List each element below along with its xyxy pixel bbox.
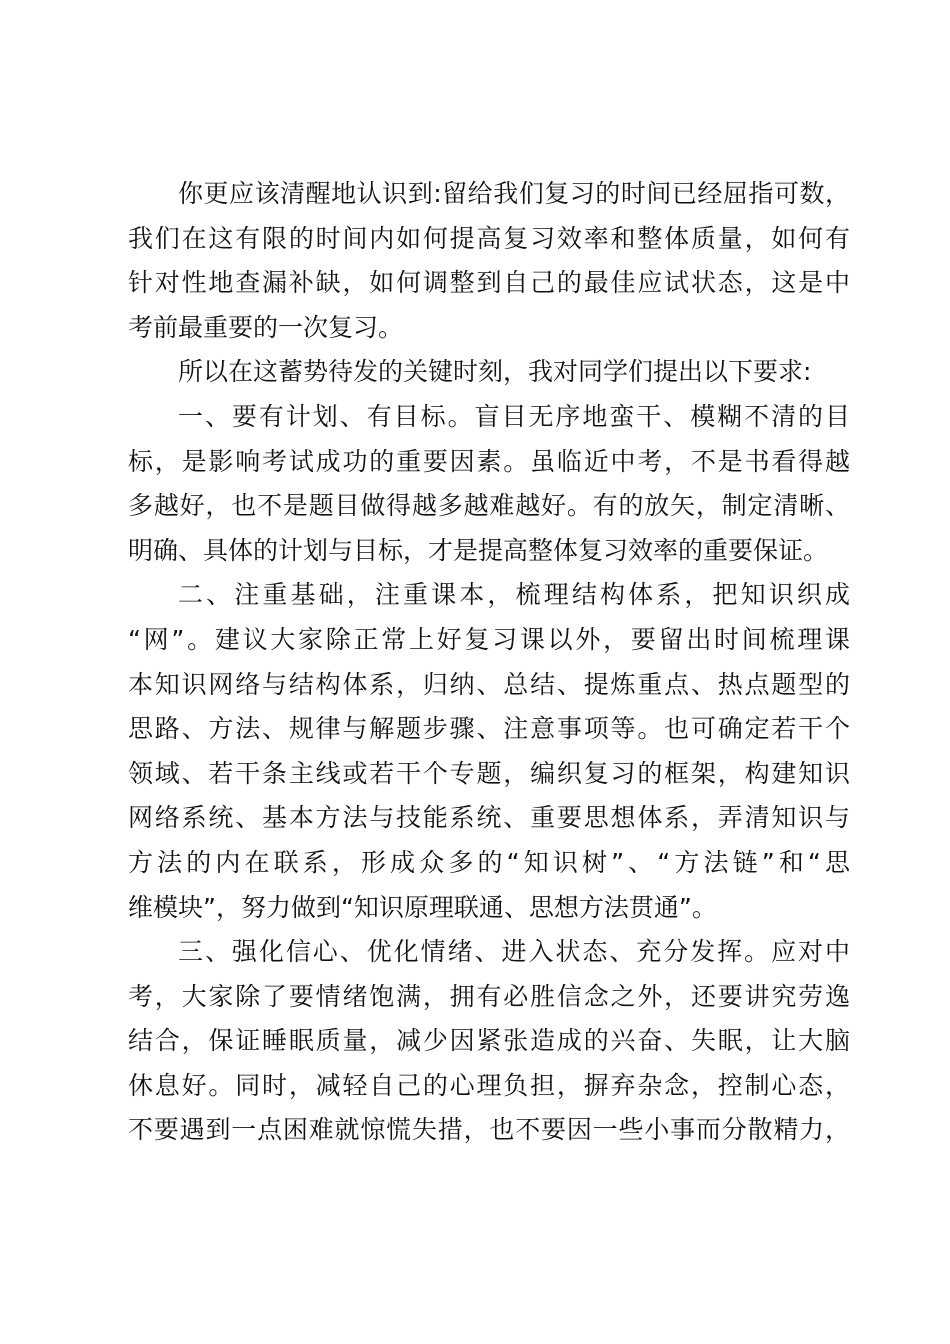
paragraph-line: 所以在这蓄势待发的关键时刻，我对同学们提出以下要求: (178, 357, 812, 387)
paragraph-line: 本知识网络与结构体系，归纳、总结、提炼重点、热点题型的 (128, 669, 850, 699)
paragraph-line: “网”。建议大家除正常上好复习课以外，要留出时间梳理课 (128, 624, 850, 654)
paragraph-line: 一、要有计划、有目标。盲目无序地蛮干、模糊不清的目 (178, 401, 850, 431)
paragraph-line: 考，大家除了要情绪饱满，拥有必胜信念之外，还要讲究劳逸 (128, 981, 850, 1011)
paragraph-line: 考前最重要的一次复习。 (128, 312, 404, 342)
paragraph-line: 多越好，也不是题目做得越多越难越好。有的放矢，制定清晰、 (128, 491, 850, 521)
paragraph-line: 网络系统、基本方法与技能系统、重要思想体系，弄清知识与 (128, 803, 850, 833)
paragraph-line: 你更应该清醒地认识到:留给我们复习的时间已经屈指可数， (178, 179, 850, 208)
paragraph-line: 我们在这有限的时间内如何提高复习效率和整体质量，如何有 (128, 223, 850, 253)
body-text (128, 172, 850, 1153)
paragraph-line: 不要遇到一点困难就惊慌失措，也不要因一些小事而分散精力， (128, 1115, 850, 1145)
paragraph-line: 维模块”，努力做到“知识原理联通、思想方法贯通”。 (128, 892, 717, 922)
paragraph-line: 领域、若干条主线或若干个专题，编织复习的框架，构建知识 (128, 758, 850, 788)
paragraph-line: 结合，保证睡眠质量，减少因紧张造成的兴奋、失眠，让大脑 (128, 1026, 850, 1056)
paragraph-line: 方法的内在联系，形成众多的“知识树”、“方法链”和“思 (128, 847, 850, 877)
paragraph-line: 针对性地查漏补缺，如何调整到自己的最佳应试状态，这是中 (128, 268, 850, 298)
paragraph-line: 思路、方法、规律与解题步骤、注意事项等。也可确定若干个 (128, 714, 850, 744)
paragraph-line: 标，是影响考试成功的重要因素。虽临近中考，不是书看得越 (128, 446, 850, 476)
paragraph-line: 三、强化信心、优化情绪、进入状态、充分发挥。应对中 (178, 937, 850, 967)
paragraph-line: 休息好。同时，减轻自己的心理负担，摒弃杂念，控制心态， (128, 1070, 850, 1100)
paragraph-line: 明确、具体的计划与目标，才是提高整体复习效率的重要保证。 (128, 535, 829, 565)
paragraph-line: 二、注重基础，注重课本，梳理结构体系，把知识织成 (178, 580, 850, 610)
